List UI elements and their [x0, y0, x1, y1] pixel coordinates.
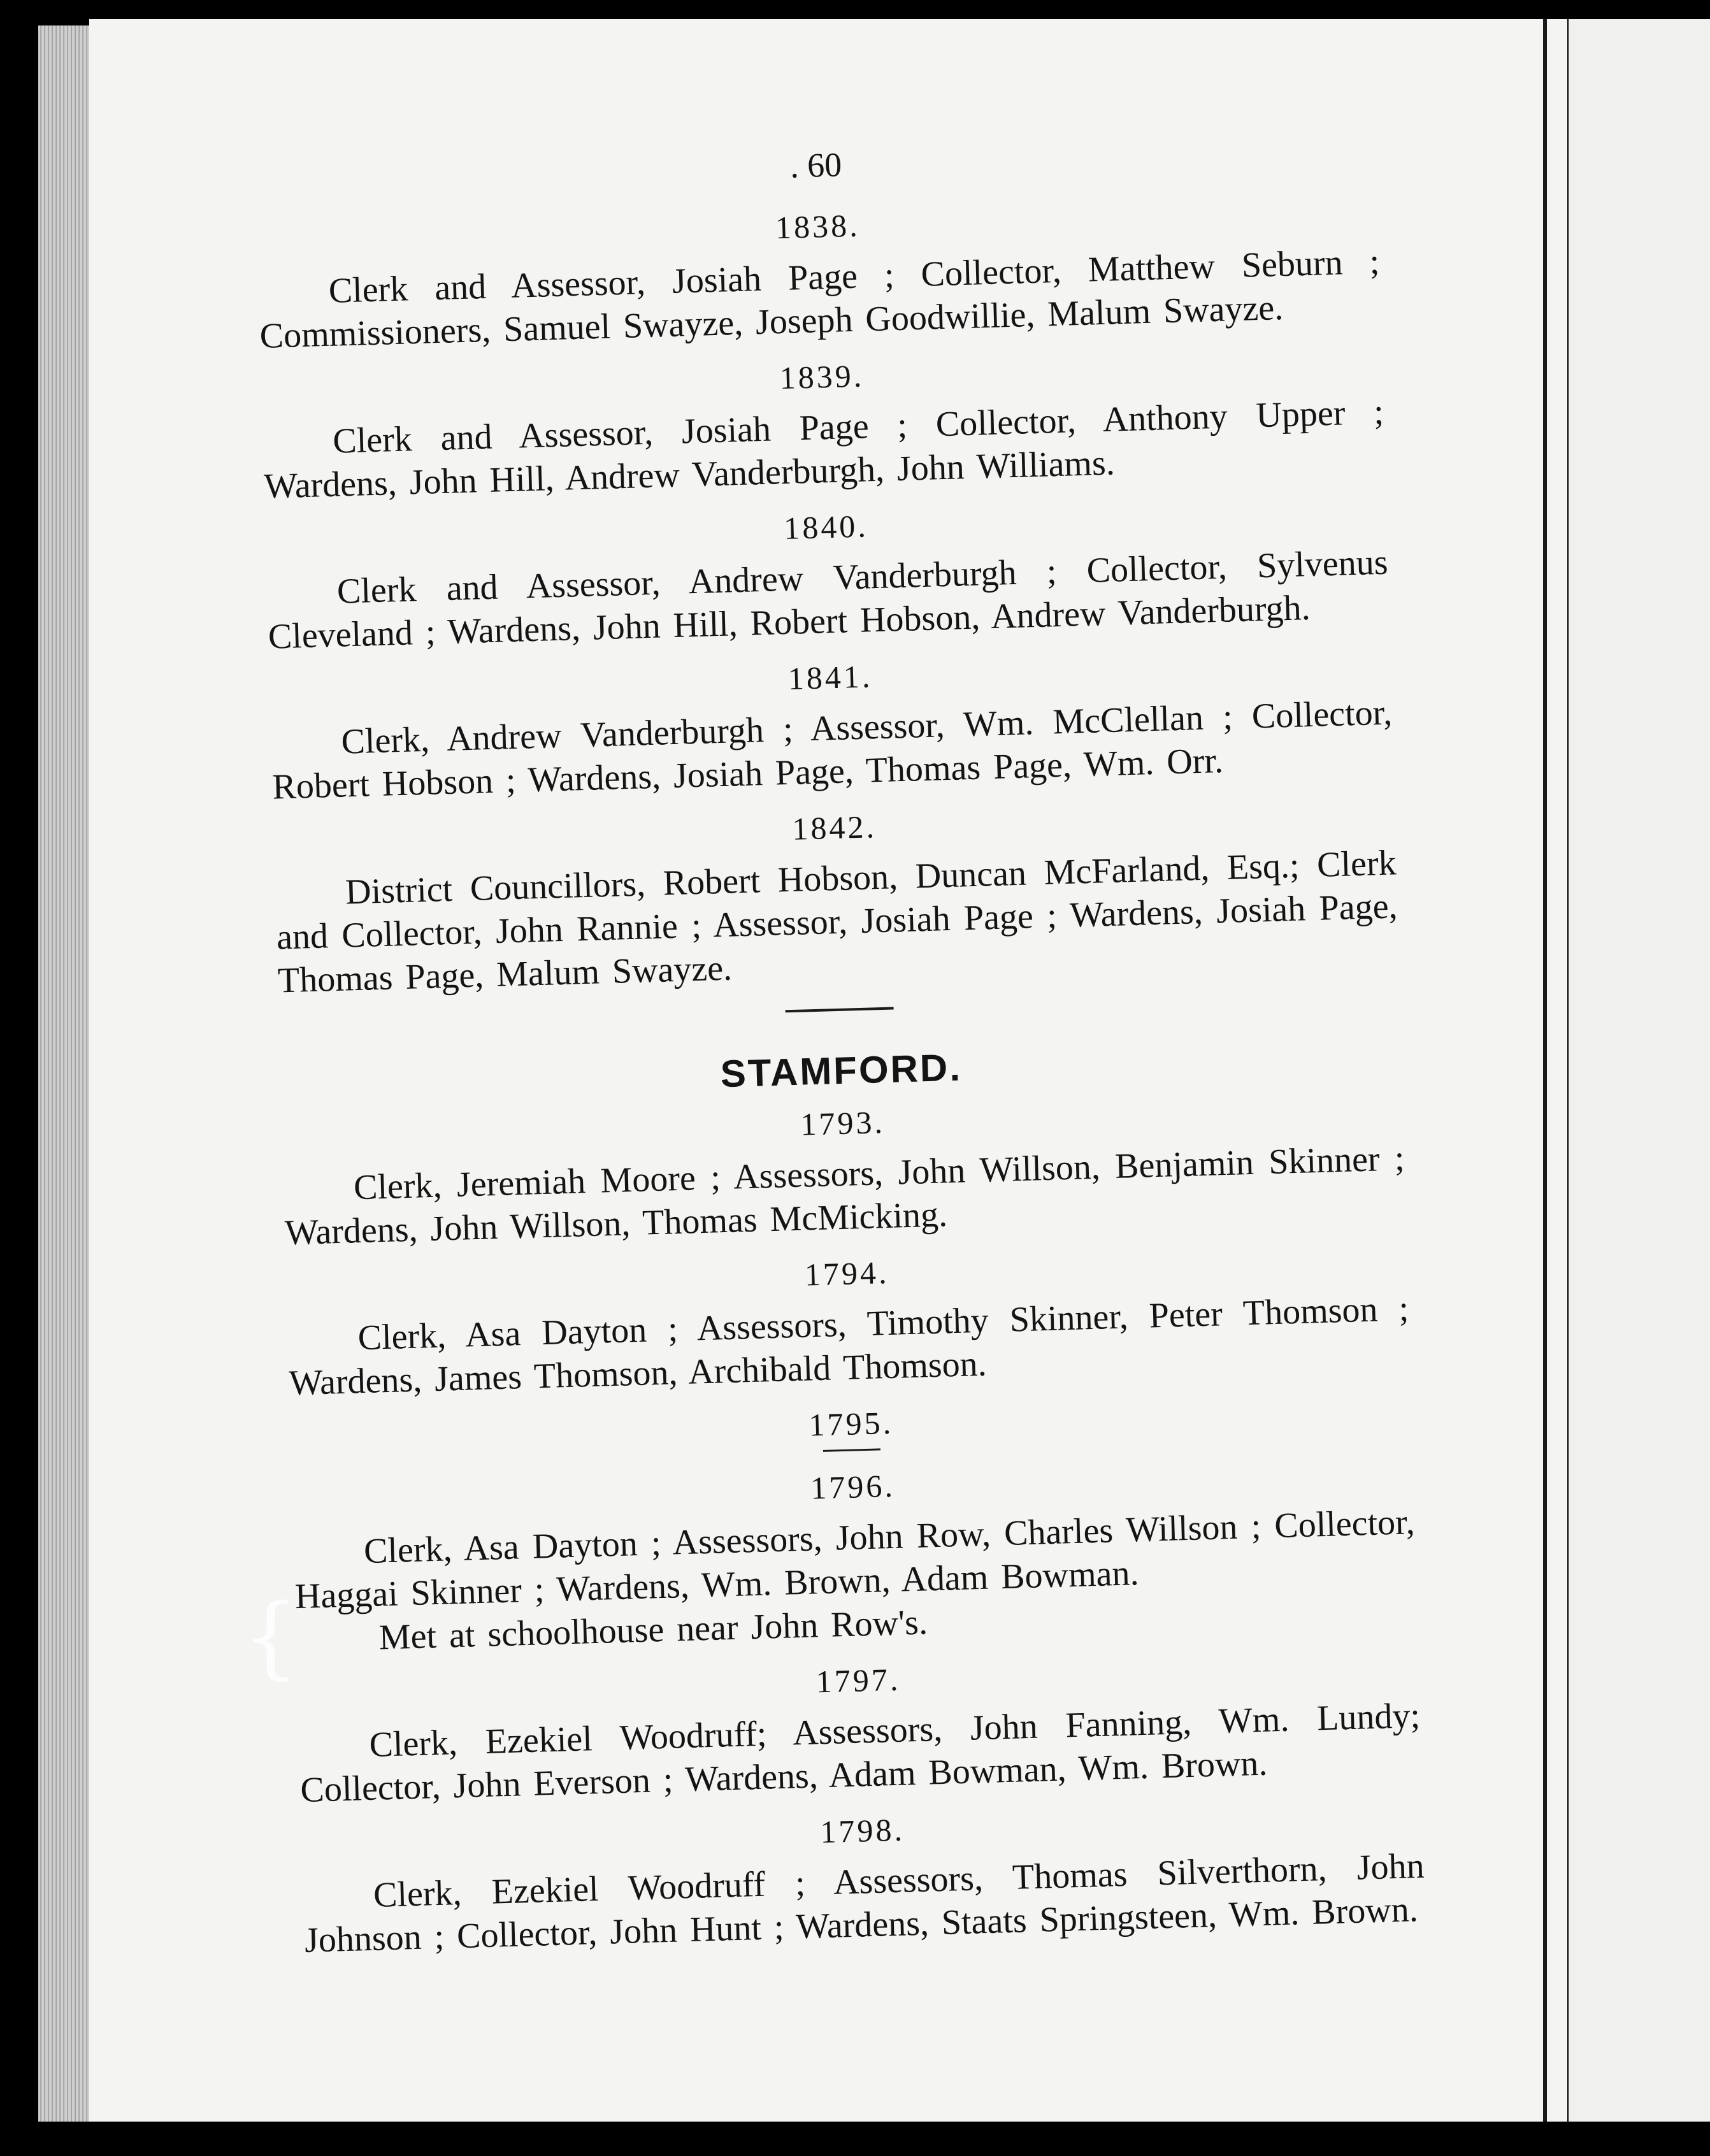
margin-brace-mark: { [242, 1585, 299, 1689]
year-heading: 1796. [810, 1467, 896, 1506]
year-heading: 1795. [808, 1404, 894, 1443]
year-heading: 1841. [787, 658, 873, 696]
entry-text [293, 1500, 1418, 1662]
entry-text: Clerk, Andrew Vanderburgh ; Assessor, Wm. McClellan ; Collector, Robert Hobson ; Wardens, Josiah Page, Thomas Page, Wm. Orr. [271, 693, 1393, 807]
page-edge-left [38, 25, 96, 2122]
facing-page [1569, 19, 1710, 2122]
year-divider [823, 1448, 880, 1452]
year-heading: 1842. [791, 808, 877, 847]
entry-text: Clerk and Assessor, Josiah Page ; Collector, Matthew Seburn ; Commissioners, Samuel Swayze, Joseph Goodwillie, Malum Swayze. [259, 241, 1381, 356]
year-heading: 1840. [783, 508, 869, 547]
page-content [255, 128, 1426, 1975]
year-heading: 1798. [819, 1811, 905, 1850]
year-heading: 1839. [779, 357, 865, 396]
entry-text: Clerk and Assessor, Josiah Page ; Collector, Anthony Upper ; Wardens, John Hill, Andrew Vanderburgh, John Williams. [263, 392, 1384, 507]
year-heading: 1794. [804, 1254, 890, 1293]
entry-text: Clerk, Asa Dayton ; Assessors, Timothy Skinner, Peter Thomson ; Wardens, James Thomson, Archibald Thomson. [288, 1289, 1409, 1404]
year-heading: 1838. [775, 207, 861, 246]
entry-note: Met at schoolhouse near John Row's. [378, 1602, 928, 1658]
entry-text: Clerk, Ezekiel Woodruff ; Assessors, Thomas Silverthorn, John Johnson ; Collector, John Hunt ; Wardens, Staats Springsteen, Wm. Brown. [304, 1846, 1425, 1960]
entry-text: Clerk and Assessor, Andrew Vanderburgh ; Collector, Sylvenus Cleveland ; Wardens, John Hill, Robert Hobson, Andrew Vanderburgh. [268, 542, 1389, 657]
page-binding-shadow [1543, 19, 1547, 2122]
year-heading: 1793. [800, 1103, 886, 1142]
entry-main-text: Clerk, Asa Dayton ; Assessors, John Row, Charles Willson ; Collector, Haggai Skinner ; Wardens, Wm. Brown, Adam Bowman. [294, 1502, 1416, 1617]
section-divider [786, 1007, 894, 1013]
section-heading: STAMFORD. [719, 1046, 963, 1096]
year-heading: 1797. [815, 1661, 902, 1700]
entry-text: Clerk, Ezekiel Woodruff; Assessors, John Fanning, Wm. Lundy; Collector, John Everson ; Wardens, Adam Bowman, Wm. Brown. [299, 1695, 1421, 1810]
entry-text: District Councillors, Robert Hobson, Duncan McFarland, Esq.; Clerk and Collector, John Rannie ; Assessor, Josiah Page ; Wardens, Josiah Page, Thomas Page, Malum Swayze. [276, 843, 1398, 1001]
page-number: . 60 [789, 145, 842, 185]
entry-text: Clerk, Jeremiah Moore ; Assessors, John Willson, Benjamin Skinner ; Wardens, John Willson, Thomas McMicking. [284, 1139, 1405, 1253]
